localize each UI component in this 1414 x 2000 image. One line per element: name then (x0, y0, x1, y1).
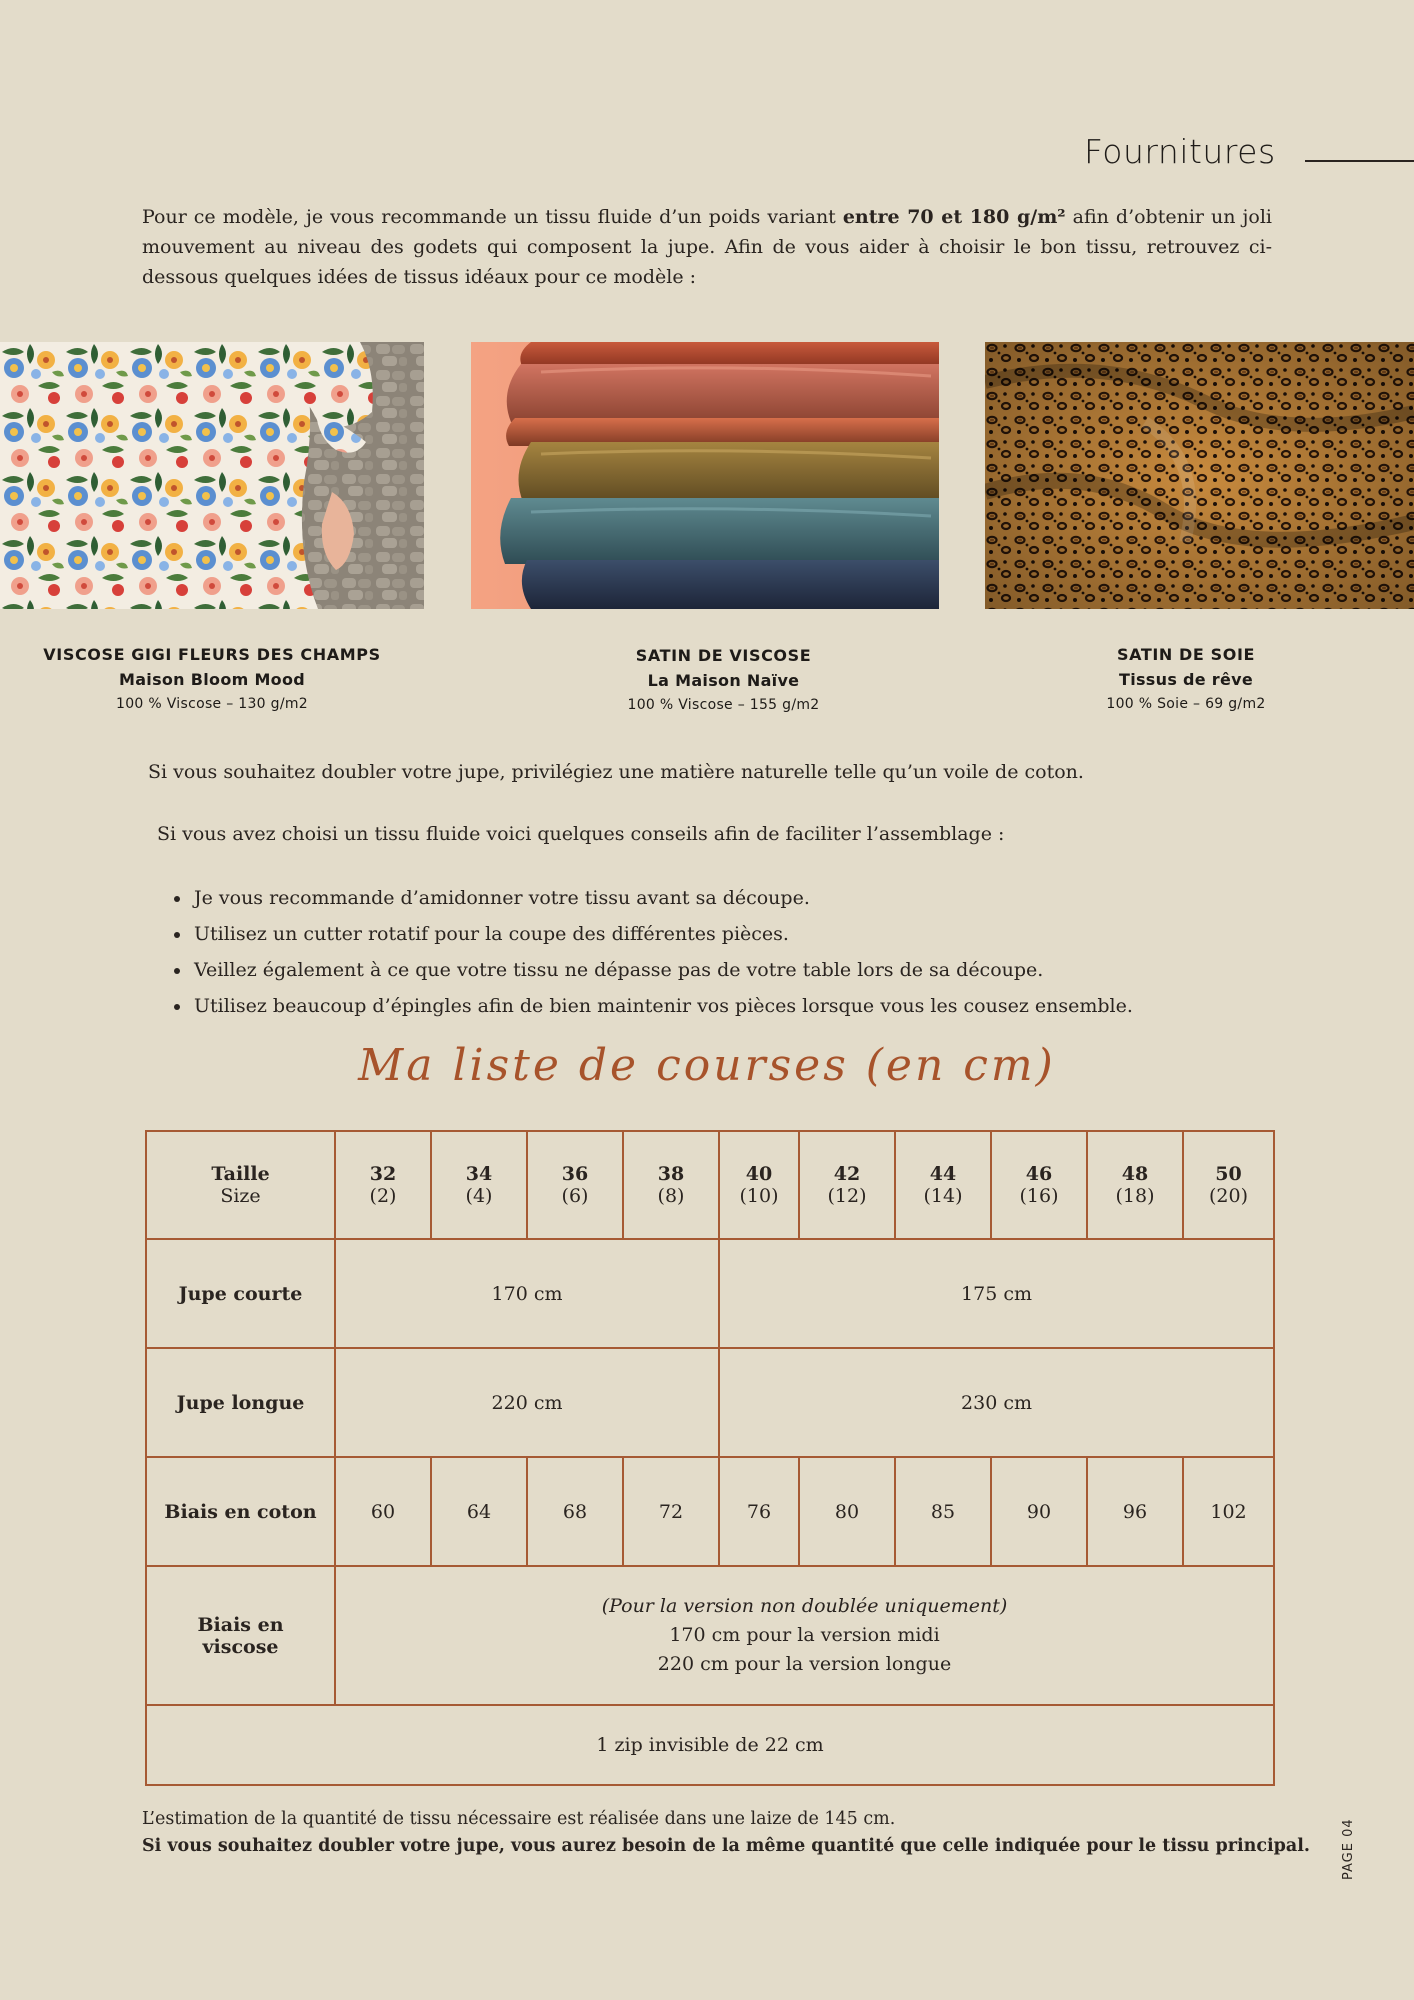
table-cell: 220 cm (335, 1348, 719, 1457)
row-label: Jupe longue (146, 1348, 335, 1457)
footnote-bold-line: Si vous souhaitez doubler votre jupe, vous aurez besoin de la même quantité que celle indiquée pour le tissu principal. (142, 1836, 1310, 1856)
list-item: • Je vous recommande d’amidonner votre tissu avant sa découpe. (192, 880, 1133, 916)
table-row-sizes (146, 1131, 1274, 1239)
fabric-photo-floral (0, 342, 424, 609)
fabric-photo-satin-stack (471, 342, 939, 609)
viscose-note: (Pour la version non doublée uniquement) (601, 1595, 1008, 1617)
fabric-caption-2 (471, 643, 976, 717)
page-number: PAGE 04 (1341, 1818, 1356, 1880)
size-cell: 36 (6) (527, 1131, 623, 1239)
table-cell: 230 cm (719, 1348, 1274, 1457)
fabric-name: SATIN DE SOIE (1116, 645, 1256, 664)
lining-advice: Si vous souhaitez doubler votre jupe, privilégiez une matière naturelle telle qu’un voile de coton. (148, 761, 1084, 783)
size-cell: 34 (4) (431, 1131, 527, 1239)
viscose-midi: 170 cm pour la version midi (669, 1624, 940, 1646)
fabric-brand: La Maison Naïve (647, 671, 800, 690)
fabric-brand: Maison Bloom Mood (118, 670, 306, 689)
section-title: Fournitures (1084, 132, 1276, 171)
assembly-intro: Si vous avez choisi un tissu fluide voici quelques conseils afin de faciliter l’assemblage : (157, 823, 1005, 845)
list-item: • Veillez également à ce que votre tissu ne dépasse pas de votre table lors de sa découpe. (192, 952, 1133, 988)
list-item: • Utilisez un cutter rotatif pour la coupe des différentes pièces. (192, 916, 1133, 952)
weight-range: entre 70 et 180 g/m² (842, 206, 1066, 228)
table-cell: 170 cm (335, 1239, 719, 1348)
table-cell: 72 (623, 1457, 719, 1566)
table-cell: 1 zip invisible de 22 cm (146, 1705, 1274, 1785)
table-cell: 76 (719, 1457, 799, 1566)
supplies-table (145, 1130, 1275, 1786)
footnote (142, 1806, 1310, 1860)
title-rule (1305, 160, 1414, 162)
size-cell: 48 (18) (1087, 1131, 1183, 1239)
table-cell (335, 1566, 1274, 1705)
table-row-cotton-bias (146, 1457, 1274, 1566)
table-cell: 60 (335, 1457, 431, 1566)
table-cell: 90 (991, 1457, 1087, 1566)
size-cell: 44 (14) (895, 1131, 991, 1239)
table-row-zip (146, 1705, 1274, 1785)
shopping-list-title: Ma liste de courses (en cm) (358, 1040, 1056, 1091)
size-cell: 50 (20) (1183, 1131, 1274, 1239)
size-header: Taille Size (146, 1131, 335, 1239)
table-cell: 64 (431, 1457, 527, 1566)
table-cell: 96 (1087, 1457, 1183, 1566)
table-cell: 68 (527, 1457, 623, 1566)
fabric-spec: 100 % Viscose – 155 g/m2 (627, 697, 820, 713)
intro-paragraph: Pour ce modèle, je vous recommande un tissu fluide d’un poids variant entre 70 et 180 g/m² afin d’obtenir un joli mouvement au niveau des godets qui composent la jupe. Afin de vous aider à choisir le bon tissu, retrouvez ci-dessous quelques idées de tissus idéaux pour ce modèle : (142, 206, 1272, 288)
fabric-caption-1 (0, 642, 424, 716)
size-cell: 42 (12) (799, 1131, 895, 1239)
size-cell: 46 (16) (991, 1131, 1087, 1239)
list-item: • Utilisez beaucoup d’épingles afin de bien maintenir vos pièces lorsque vous les cousez ensemble. (192, 988, 1133, 1024)
size-cell: 38 (8) (623, 1131, 719, 1239)
fabric-caption-3 (1045, 642, 1327, 716)
fabric-photo-leopard (985, 342, 1414, 609)
fabric-name: SATIN DE VISCOSE (635, 646, 812, 665)
footnote-line: L’estimation de la quantité de tissu nécessaire est réalisée dans une laize de 145 cm. (142, 1809, 896, 1829)
viscose-long: 220 cm pour la version longue (657, 1653, 952, 1675)
table-row-viscose-bias (146, 1566, 1274, 1705)
table-cell: 80 (799, 1457, 895, 1566)
fabric-spec: 100 % Soie – 69 g/m2 (1106, 696, 1266, 712)
row-label: Biais en viscose (146, 1566, 335, 1705)
fabric-name: VISCOSE GIGI FLEURS DES CHAMPS (43, 645, 381, 664)
fabric-spec: 100 % Viscose – 130 g/m2 (116, 696, 308, 712)
size-cell: 40 (10) (719, 1131, 799, 1239)
row-label: Biais en coton (146, 1457, 335, 1566)
fabric-brand: Tissus de rêve (1118, 670, 1254, 689)
table-row-short-skirt (146, 1239, 1274, 1348)
table-row-long-skirt (146, 1348, 1274, 1457)
size-cell: 32 (2) (335, 1131, 431, 1239)
row-label: Jupe courte (146, 1239, 335, 1348)
table-cell: 85 (895, 1457, 991, 1566)
table-cell: 175 cm (719, 1239, 1274, 1348)
tips-list (152, 880, 1133, 1024)
table-cell: 102 (1183, 1457, 1274, 1566)
